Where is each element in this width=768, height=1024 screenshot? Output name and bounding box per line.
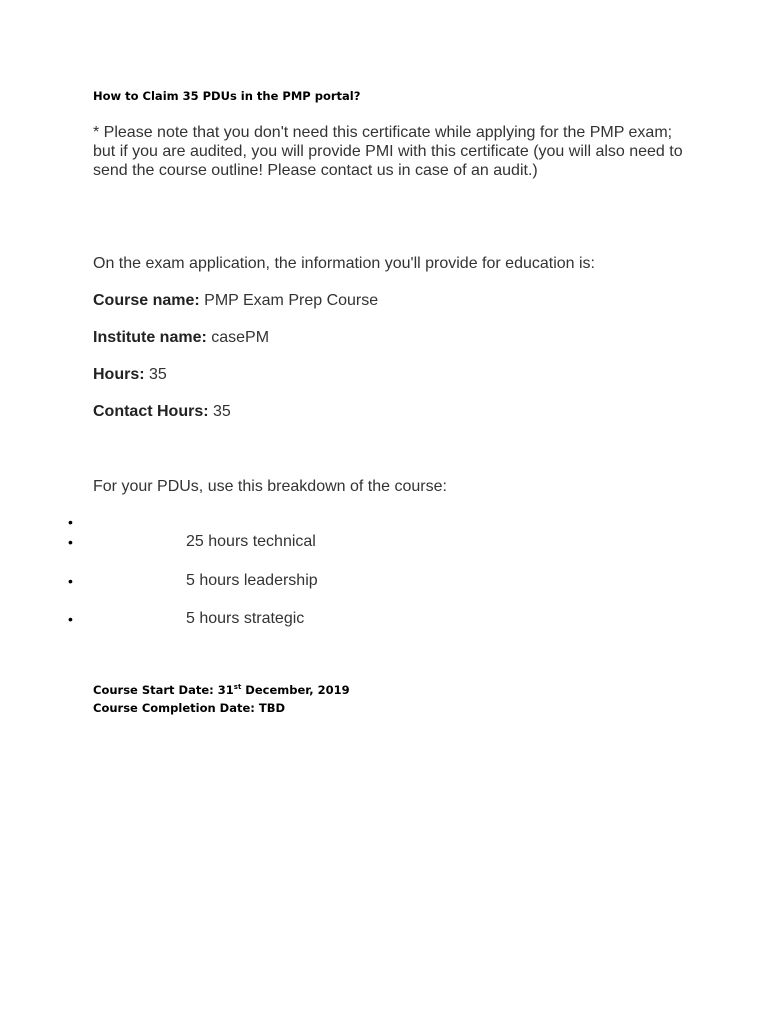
course-start-date — [93, 683, 350, 697]
bullet-technical: • — [68, 534, 73, 550]
contact-hours-value: 35 — [213, 403, 231, 420]
hours-value: 35 — [149, 366, 167, 383]
course-name-value: PMP Exam Prep Course — [204, 292, 379, 309]
institute-name-value: casePM — [211, 329, 270, 346]
start-date-rest: December, 2019 — [241, 683, 350, 697]
bullet-strategic: • — [68, 611, 73, 627]
start-date-suffix: st — [233, 683, 242, 692]
pdu-intro: For your PDUs, use this breakdown of the course: — [93, 478, 447, 495]
page-heading: How to Claim 35 PDUs in the PMP portal? — [93, 89, 361, 103]
hours-line — [93, 366, 167, 384]
breakdown-leadership: 5 hours leadership — [186, 572, 318, 589]
institute-name-label: Institute name: — [93, 329, 207, 346]
bullet-leadership: • — [68, 573, 73, 589]
bullet-empty: • — [68, 514, 73, 530]
certificate-note: * Please note that you don't need this certificate while applying for the PMP exam; but if you are audited, you will provide PMI with this certificate (you will also need to send the course outline! Please contact us in case of an audit.) — [93, 124, 683, 179]
contact-hours-line — [93, 403, 231, 421]
course-name-line — [93, 292, 378, 310]
institute-name-line — [93, 329, 269, 347]
start-date-label: Course Start Date: 31 — [93, 683, 234, 697]
hours-label: Hours: — [93, 366, 145, 383]
contact-hours-label: Contact Hours: — [93, 403, 209, 420]
course-completion-date: Course Completion Date: TBD — [93, 701, 286, 715]
breakdown-strategic: 5 hours strategic — [186, 610, 305, 627]
education-intro: On the exam application, the information you'll provide for education is: — [93, 255, 595, 272]
course-name-label: Course name: — [93, 292, 200, 309]
breakdown-technical: 25 hours technical — [186, 533, 316, 550]
